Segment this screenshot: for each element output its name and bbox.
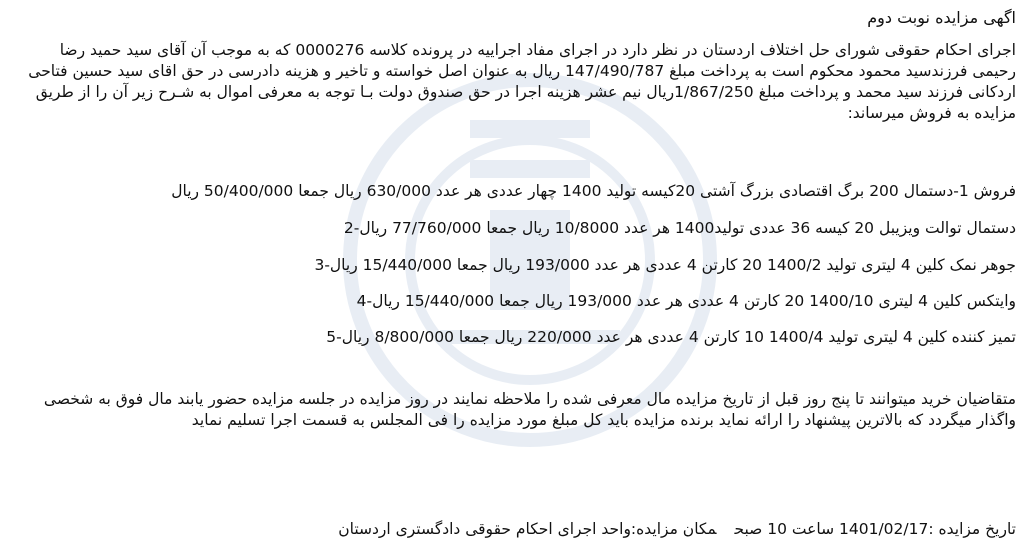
auction-item: وایتکس کلین 4 لیتری 1400/10 20 کارتن 4 عددی هر عدد 193/000 ریال جمعا 15/440/000 ریال-4 <box>356 292 1016 310</box>
intro-line: رحیمی فرزندسید محمود محکوم است به پرداخت مبلغ 147/490/787 ریال به عنوان اصل خواسته و تاخیر و هزینه دادرسی در حق اقای سید حسین فتاحی <box>28 62 1016 80</box>
notice-title: اگهی مزایده نوبت دوم <box>867 8 1016 27</box>
conditions-line: واگذار میگردد که بالاترین پیشنهاد را ارائه نماید برنده مزایده باید کل مبلغ مورد مزایده را فی المجلس به قسمت اجرا تسلیم نماید <box>191 411 1016 429</box>
auction-item: فروش 1-دستمال 200 برگ اقتصادی بزرگ آشتی 20کیسه تولید 1400 چهار عددی هر عدد 630/000 ریال جمعا 50/400/000 ریال <box>171 182 1016 200</box>
auction-item: تمیز کننده کلین 4 لیتری تولید 1400/4 10 کارتن 4 عددی هر عدد 220/000 ریال جمعا 8/800/000 ریال-5 <box>326 328 1016 346</box>
auction-item: دستمال توالت ویزیبل 20 کیسه 36 عددی تولید1400 هر عدد 10/8000 ریال جمعا 77/760/000 ریال-2 <box>343 219 1016 237</box>
intro-line: مزایده به فروش میرساند: <box>847 104 1016 122</box>
auction-place: مکان مزایده:واحد اجرای احکام حقوقی دادگستری اردستان <box>338 520 717 538</box>
auction-date: تاریخ مزایده :1401/02/17 ساعت 10 صبح <box>734 520 1016 538</box>
auction-item: جوهر نمک کلین 4 لیتری تولید 1400/2 20 کارتن 4 عددی هر عدد 193/000 ریال جمعا 15/440/000 ریال-3 <box>314 256 1016 274</box>
auction-footer <box>338 519 1016 539</box>
conditions-line: متقاضیان خرید میتوانند تا پنج روز قبل از تاریخ مزایده مال معرفی شده را ملاحظه نمایند در روز مزایده در جلسه مزایده حضور یابند مال فوق به شخصی <box>43 390 1016 408</box>
intro-line: اردکانی فرزند سید محمد و پرداخت مبلغ 1/867/250ریال نیم عشر هزینه اجرا در حق صندوق دولت بـا توجه به معرفی اموال به شـرح زیر آن را از طریق <box>35 83 1016 101</box>
intro-line: اجرای احکام حقوقی شورای حل اختلاف اردستان در نظر دارد در اجرای مفاد اجراییه در پرونده کلاسه 0000276 که به موجب آن آقای سید حمید رضا <box>59 41 1016 59</box>
